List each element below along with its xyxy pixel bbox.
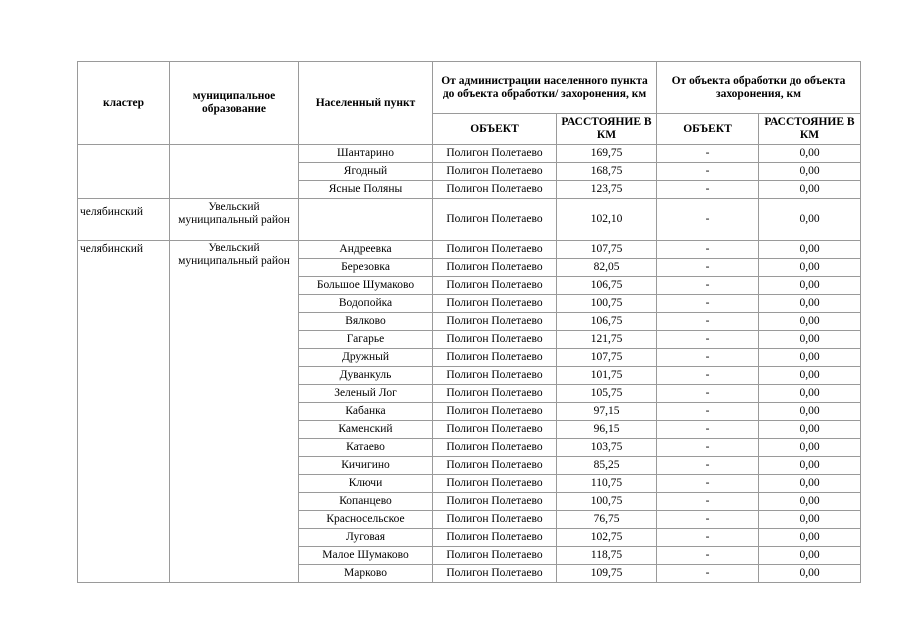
table-row xyxy=(78,199,861,241)
distance2-cell: 0,00 xyxy=(759,181,861,199)
distance-cell: 105,75 xyxy=(557,385,657,403)
cluster-cell: челябинский xyxy=(78,241,170,583)
cluster-cell: челябинский xyxy=(78,199,170,241)
distance-cell: 106,75 xyxy=(557,277,657,295)
distance2-cell: 0,00 xyxy=(759,529,861,547)
object2-cell: - xyxy=(657,241,759,259)
object2-cell: - xyxy=(657,547,759,565)
distance-cell: 97,15 xyxy=(557,403,657,421)
table-row xyxy=(78,241,861,259)
distance2-cell: 0,00 xyxy=(759,367,861,385)
distance-cell: 110,75 xyxy=(557,475,657,493)
distance-table xyxy=(77,61,861,583)
distance2-cell: 0,00 xyxy=(759,493,861,511)
distance2-cell: 0,00 xyxy=(759,145,861,163)
distance2-cell: 0,00 xyxy=(759,349,861,367)
object2-cell: - xyxy=(657,367,759,385)
object2-cell: - xyxy=(657,163,759,181)
object2-cell: - xyxy=(657,385,759,403)
distance2-cell: 0,00 xyxy=(759,403,861,421)
distance-cell: 169,75 xyxy=(557,145,657,163)
subheader-object-2: ОБЪЕКТ xyxy=(657,114,759,145)
distance-cell: 96,15 xyxy=(557,421,657,439)
distance2-cell: 0,00 xyxy=(759,385,861,403)
object2-cell: - xyxy=(657,349,759,367)
object-cell: Полигон Полетаево xyxy=(433,565,557,583)
settlement-cell: Кичигино xyxy=(299,457,433,475)
distance2-cell: 0,00 xyxy=(759,163,861,181)
distance2-cell: 0,00 xyxy=(759,331,861,349)
distance-cell: 101,75 xyxy=(557,367,657,385)
settlement-cell: Красносельское xyxy=(299,511,433,529)
table-body xyxy=(78,145,861,583)
distance-cell: 76,75 xyxy=(557,511,657,529)
distance-cell: 102,75 xyxy=(557,529,657,547)
object-cell: Полигон Полетаево xyxy=(433,385,557,403)
distance2-cell: 0,00 xyxy=(759,295,861,313)
subheader-distance-1: РАССТОЯНИЕ В КМ xyxy=(557,114,657,145)
distance2-cell: 0,00 xyxy=(759,511,861,529)
object2-cell: - xyxy=(657,145,759,163)
distance2-cell: 0,00 xyxy=(759,313,861,331)
settlement-cell: Ягодный xyxy=(299,163,433,181)
object2-cell: - xyxy=(657,565,759,583)
object-cell: Полигон Полетаево xyxy=(433,241,557,259)
settlement-cell: Марково xyxy=(299,565,433,583)
object-cell: Полигон Полетаево xyxy=(433,367,557,385)
header-municipality: муниципальное образование xyxy=(170,62,299,145)
header-cluster: кластер xyxy=(78,62,170,145)
object-cell: Полигон Полетаево xyxy=(433,403,557,421)
header-row xyxy=(78,62,861,114)
distance-cell: 106,75 xyxy=(557,313,657,331)
distance2-cell: 0,00 xyxy=(759,547,861,565)
settlement-cell: Вялково xyxy=(299,313,433,331)
object2-cell: - xyxy=(657,475,759,493)
header-from-object: От объекта обработки до объекта захоронения, км xyxy=(657,62,861,114)
settlement-cell: Дружный xyxy=(299,349,433,367)
subheader-distance-2: РАССТОЯНИЕ В КМ xyxy=(759,114,861,145)
object-cell: Полигон Полетаево xyxy=(433,493,557,511)
object-cell: Полигон Полетаево xyxy=(433,547,557,565)
object2-cell: - xyxy=(657,457,759,475)
object2-cell: - xyxy=(657,403,759,421)
distance2-cell: 0,00 xyxy=(759,439,861,457)
distance2-cell: 0,00 xyxy=(759,259,861,277)
distance2-cell: 0,00 xyxy=(759,241,861,259)
object2-cell: - xyxy=(657,295,759,313)
settlement-cell: Малое Шумаково xyxy=(299,547,433,565)
settlement-cell: Дуванкуль xyxy=(299,367,433,385)
table-row xyxy=(78,145,861,163)
object-cell: Полигон Полетаево xyxy=(433,181,557,199)
object-cell: Полигон Полетаево xyxy=(433,259,557,277)
object-cell: Полигон Полетаево xyxy=(433,511,557,529)
object2-cell: - xyxy=(657,259,759,277)
settlement-cell: Большое Шумаково xyxy=(299,277,433,295)
object2-cell: - xyxy=(657,313,759,331)
settlement-cell: Зеленый Лог xyxy=(299,385,433,403)
object-cell: Полигон Полетаево xyxy=(433,421,557,439)
object-cell: Полигон Полетаево xyxy=(433,313,557,331)
object-cell: Полигон Полетаево xyxy=(433,145,557,163)
object2-cell: - xyxy=(657,511,759,529)
object2-cell: - xyxy=(657,421,759,439)
settlement-cell: Андреевка xyxy=(299,241,433,259)
distance2-cell: 0,00 xyxy=(759,199,861,241)
distance-cell: 85,25 xyxy=(557,457,657,475)
object2-cell: - xyxy=(657,199,759,241)
municipality-cell: Увельский муниципальный район xyxy=(170,241,299,583)
cluster-cell-empty xyxy=(78,145,170,199)
municipality-cell-empty xyxy=(170,145,299,199)
object2-cell: - xyxy=(657,493,759,511)
municipality-cell: Увельский муниципальный район xyxy=(170,199,299,241)
distance-cell: 102,10 xyxy=(557,199,657,241)
distance-cell: 123,75 xyxy=(557,181,657,199)
object-cell: Полигон Полетаево xyxy=(433,439,557,457)
distance-cell: 100,75 xyxy=(557,493,657,511)
settlement-cell: Шантарино xyxy=(299,145,433,163)
object-cell: Полигон Полетаево xyxy=(433,349,557,367)
settlement-cell xyxy=(299,199,433,241)
object2-cell: - xyxy=(657,529,759,547)
distance-cell: 121,75 xyxy=(557,331,657,349)
object-cell: Полигон Полетаево xyxy=(433,199,557,241)
distance-cell: 103,75 xyxy=(557,439,657,457)
settlement-cell: Гагарье xyxy=(299,331,433,349)
distance2-cell: 0,00 xyxy=(759,457,861,475)
settlement-cell: Каменский xyxy=(299,421,433,439)
distance-cell: 100,75 xyxy=(557,295,657,313)
distance2-cell: 0,00 xyxy=(759,277,861,295)
distance-cell: 118,75 xyxy=(557,547,657,565)
settlement-cell: Ясные Поляны xyxy=(299,181,433,199)
object2-cell: - xyxy=(657,277,759,295)
settlement-cell: Водопойка xyxy=(299,295,433,313)
object-cell: Полигон Полетаево xyxy=(433,457,557,475)
object2-cell: - xyxy=(657,181,759,199)
distance-cell: 82,05 xyxy=(557,259,657,277)
settlement-cell: Копанцево xyxy=(299,493,433,511)
object2-cell: - xyxy=(657,331,759,349)
distance-cell: 168,75 xyxy=(557,163,657,181)
header-from-admin: От администрации населенного пункта до объекта обработки/ захоронения, км xyxy=(433,62,657,114)
subheader-object-1: ОБЪЕКТ xyxy=(433,114,557,145)
distance2-cell: 0,00 xyxy=(759,565,861,583)
distance2-cell: 0,00 xyxy=(759,475,861,493)
settlement-cell: Луговая xyxy=(299,529,433,547)
object2-cell: - xyxy=(657,439,759,457)
object-cell: Полигон Полетаево xyxy=(433,331,557,349)
settlement-cell: Ключи xyxy=(299,475,433,493)
distance-cell: 107,75 xyxy=(557,349,657,367)
settlement-cell: Кабанка xyxy=(299,403,433,421)
object-cell: Полигон Полетаево xyxy=(433,475,557,493)
settlement-cell: Катаево xyxy=(299,439,433,457)
object-cell: Полигон Полетаево xyxy=(433,295,557,313)
object-cell: Полигон Полетаево xyxy=(433,277,557,295)
object-cell: Полигон Полетаево xyxy=(433,163,557,181)
settlement-cell: Березовка xyxy=(299,259,433,277)
header-settlement: Населенный пункт xyxy=(299,62,433,145)
distance-cell: 109,75 xyxy=(557,565,657,583)
distance2-cell: 0,00 xyxy=(759,421,861,439)
distance-cell: 107,75 xyxy=(557,241,657,259)
object-cell: Полигон Полетаево xyxy=(433,529,557,547)
